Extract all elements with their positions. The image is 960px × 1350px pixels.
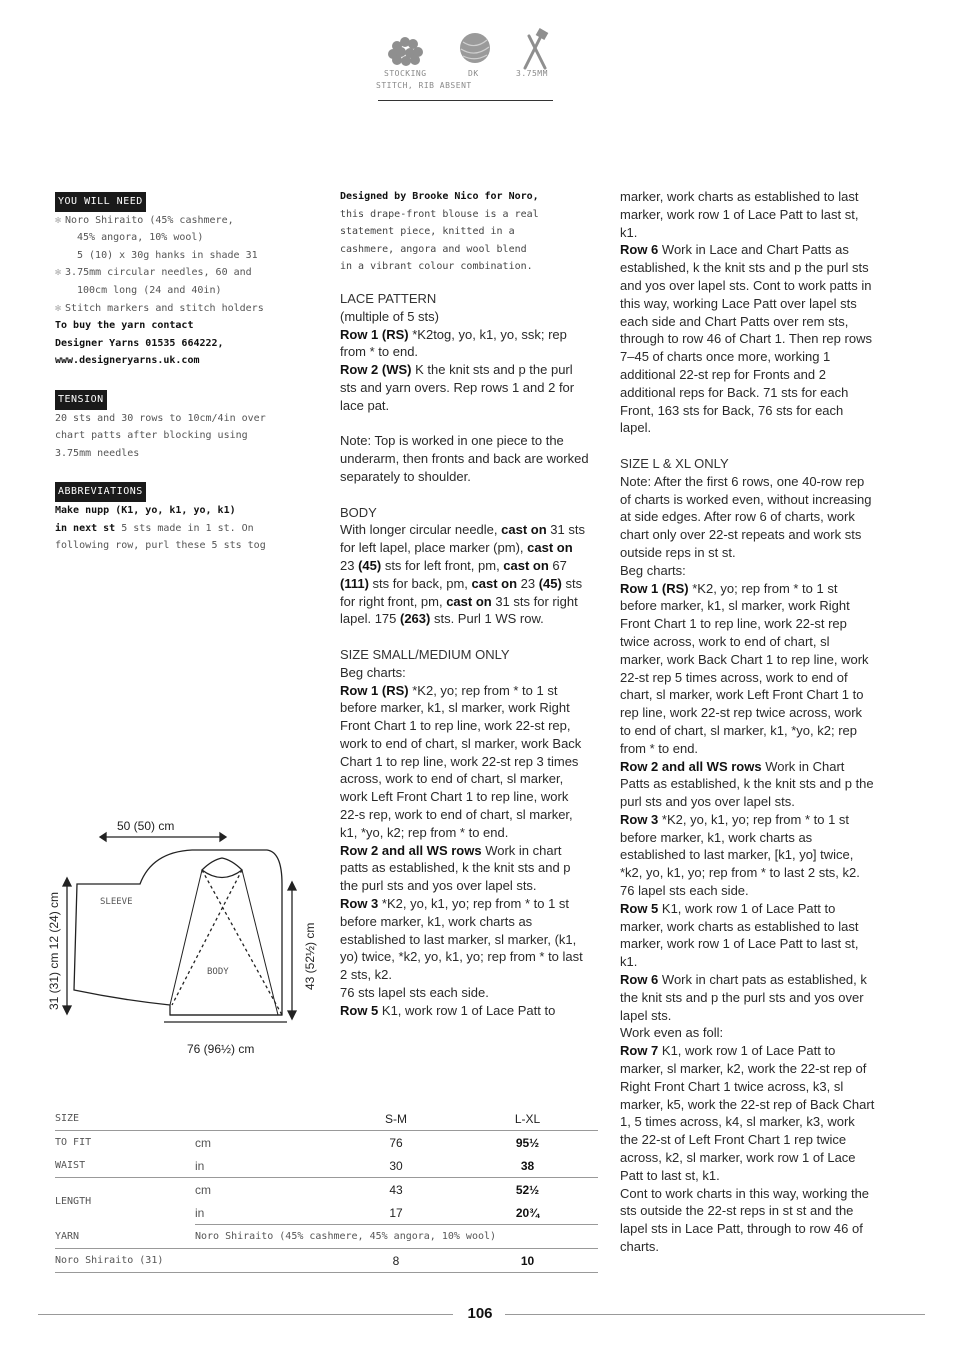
row-6: Row 6 Work in Lace and Chart Patts as established, k the knit sts and p the purl sts and yos over lapel sts. Cont to work patts in this way, working Lace Patt over lapel sts each side and Chart Patts over rem sts, through to row 46 of Chart 1. Then rep rows 7–45 of charts once more, working 1 additional 22-st rep for Fronts and 2 additional reps for Back. 71 sts for each Front, 163 sts for Back, 76 sts for each lapel. bbox=[620, 242, 872, 436]
tension-heading: TENSION bbox=[55, 390, 107, 410]
body-cast-on: With longer circular needle, cast on 31 sts for left lapel, place marker (pm), cast on 23 (45) sts for left front, pm, cast on 67 (111) sts for back, pm, cast on 23 (45) sts for right front, pm, cast on 31 sts for right lapel. 175 (263) sts. Purl 1 WS row. bbox=[340, 522, 585, 627]
width-top-label: 50 (50) cm bbox=[117, 819, 175, 833]
lxl-row-2: Row 2 and all WS rows Work in Chart Patts as established, k the knit sts and p the purl sts and yos over lapel sts. bbox=[620, 758, 874, 810]
star-icon: ✻ bbox=[55, 267, 62, 279]
you-will-need-heading: YOU WILL NEED bbox=[55, 192, 146, 212]
body-heading: BODY bbox=[340, 504, 377, 520]
height-left-label: 31 (31) cm 12 (24) cm bbox=[47, 891, 61, 1010]
garment-schematic bbox=[42, 810, 327, 1060]
header-label-stitch: STOCKING bbox=[384, 69, 427, 78]
size-sm-heading: SIZE SMALL/MEDIUM ONLY bbox=[340, 646, 510, 662]
header-label-weight: DK bbox=[468, 69, 479, 78]
width-bottom-label: 76 (96½) cm bbox=[187, 1042, 255, 1056]
lxl-row-5: Row 5 K1, work row 1 of Lace Patt to marker, work charts as established to last marker, work row 1 of Lace Patt to last st, k1. bbox=[620, 900, 859, 970]
sm-row-5: Row 5 K1, work row 1 of Lace Patt to bbox=[340, 1002, 556, 1018]
abbreviations-heading: ABBREVIATIONS bbox=[55, 482, 146, 502]
lace-row-2: Row 2 (WS) K the knit sts and p the purl sts and yarn overs. Rep rows 1 and 2 for lace pat. bbox=[340, 362, 575, 413]
page-number: 106 bbox=[467, 1305, 493, 1322]
header-divider bbox=[378, 100, 553, 101]
lxl-row-3: Row 3 *K2, yo, k1, yo; rep from * to 1 st before marker, k1, work charts as established to last marker, [k1, yo] twice, *k2, yo, k1, yo; rep from * to last 2 sts, k2. 76 lapel sts each side. bbox=[620, 811, 860, 899]
column-instructions-2 bbox=[620, 188, 875, 1256]
table-row: YARN Noro Shiraito (45% cashmere, 45% angora, 10% wool) bbox=[55, 1225, 598, 1249]
table-row: Noro Shiraito (31) 8 10 bbox=[55, 1249, 598, 1273]
abbr-line-1: Make nupp (K1, yo, k1, yo, k1) bbox=[55, 504, 236, 516]
sm-row-3-tail: 76 sts lapel sts each side. bbox=[340, 985, 489, 1001]
supplier-link: www.designeryarns.uk.com bbox=[55, 355, 200, 367]
work-even: Work even as foll: bbox=[620, 1025, 724, 1041]
size-lxl-heading: SIZE L & XL ONLY bbox=[620, 455, 729, 471]
intro-text: Designed by Brooke Nico for Noro, this drape-front blouse is a real statement piece, knitted in a cashmere, angora and wool blend in a vibrant colour combination. bbox=[340, 191, 539, 273]
yarn-icons bbox=[383, 28, 563, 72]
header-sublabel: STITCH, RIB ABSENT bbox=[376, 81, 472, 90]
lxl-row-6: Row 6 Work in chart pats as established, k the knit sts and p the purl sts and yos over lapel sts. bbox=[620, 972, 867, 1023]
abbr-line-3: following row, purl these 5 sts tog bbox=[55, 540, 266, 552]
yarn-line-3: 5 (10) x 30g hanks in shade 31 bbox=[77, 249, 258, 261]
lxl-note: Note: After the first 6 rows, one 40-row rep of charts is worked even, without increasing at side edges. After row 6 of charts, work chart only over 22-st repeats and work sts outside reps in st st. bbox=[620, 473, 872, 560]
column-materials bbox=[55, 188, 295, 555]
garment-outline bbox=[74, 850, 282, 1015]
needles-line: ✻ 3.75mm circular needles, 60 and bbox=[55, 267, 252, 279]
lxl-row-7: Row 7 K1, work row 1 of Lace Patt to marker, sl marker, k2, work the 22-st rep of Right Front Chart 1 twice across, k3, sl marker, k5, work the 22-st rep of Back Chart 1, 5 times across, k4, sl marker, k3, work the 22-st of Left Front Chart 1 rep twice across, k2, sl marker, work row 1 of Lace Patt to last st, k1. bbox=[620, 1043, 875, 1183]
lxl-beg-charts: Beg charts: bbox=[620, 562, 686, 578]
yarn-line-2: 45% angora, 10% wool) bbox=[77, 232, 204, 244]
lace-row-1: Row 1 (RS) *K2tog, yo, k1, yo, ssk; rep from * to end. bbox=[340, 326, 567, 360]
footer-rule-left bbox=[38, 1314, 453, 1315]
star-icon: ✻ bbox=[55, 214, 62, 226]
header-label-needle: 3.75MM bbox=[516, 69, 548, 78]
tension-line-1: 20 sts and 30 rows to 10cm/4in over bbox=[55, 412, 266, 424]
yarn-line: ✻ Noro Shiraito (45% cashmere, bbox=[55, 214, 234, 226]
continued-text: marker, work charts as established to last marker, work row 1 of Lace Patt to last st, k1. bbox=[620, 189, 859, 240]
tension-line-2: chart patts after blocking using bbox=[55, 430, 248, 442]
table-header-row: SIZE S-M L-XL bbox=[55, 1107, 598, 1131]
note-text: Note: Top is worked in one piece to the underarm, then fronts and back are worked separately to shoulder. bbox=[340, 433, 589, 484]
star-icon: ✻ bbox=[55, 302, 62, 314]
abbr-line-2: in next st 5 sts made in 1 st. On bbox=[55, 522, 254, 534]
sm-row-3: Row 3 *K2, yo, k1, yo; rep from * to 1 st before marker, k1, work charts as established to last marker, sl marker, (k1, yo) twice, *k2, yo, k1, yo; rep from * to last 2 sts, k2. bbox=[340, 896, 583, 983]
buy-line-2: Designer Yarns 01535 664222, bbox=[55, 337, 224, 349]
lace-pattern-heading: LACE PATTERN bbox=[340, 290, 437, 306]
table-row: LENGTH cm 43 52½ bbox=[55, 1182, 540, 1207]
column-instructions-1 bbox=[340, 188, 590, 1020]
table-row: in 17 20¾ bbox=[55, 1201, 598, 1225]
lxl-row-1: Row 1 (RS) *K2, yo; rep from * to 1 st before marker, k1, sl marker, work Right Front Chart 1 to rep line, work 22-st rep twice across, work to end of chart, sl marker, work Back Chart 1 to rep line, work 22-st rep 5 times across, work to end of chart, sl marker, work Left Front Chart 1 to rep line, work 22-st rep twice across, work to end of chart, sl marker, k1, *yo, k2; rep from * to end. bbox=[620, 580, 869, 756]
footer-rule-right bbox=[505, 1314, 925, 1315]
continue-text: Cont to work charts in this way, working the sts outside the 22-st reps in st st and the lapel sts in Lace Patt, through to row 46 of charts. bbox=[620, 1185, 870, 1255]
body-label: BODY bbox=[207, 967, 229, 977]
buy-line-1: To buy the yarn contact bbox=[55, 320, 194, 332]
sleeve-label: SLEEVE bbox=[100, 897, 133, 907]
sm-row-1: Row 1 (RS) *K2, yo; rep from * to 1 st before marker, k1, sl marker, work Right Front Chart 1 to rep line, work 22-st rep, work to end of chart, sl marker, work Back Chart 1 to rep line, work 22-st rep 3 times across, work to end of chart, sl marker, work Left Front Chart 1 to rep line, work 22-s rep, work to end of chart, sl marker, k1, *yo, k2; rep from * to end. bbox=[340, 682, 582, 840]
height-right-label: 43 (52½) cm bbox=[303, 922, 317, 990]
needles-line-2: 100cm long (24 and 40in) bbox=[77, 284, 222, 296]
lace-multiple: (multiple of 5 sts) bbox=[340, 308, 439, 324]
table-row: WAIST in 30 38 bbox=[55, 1154, 598, 1178]
sm-row-2: Row 2 and all WS rows Work in chart patts as established, k the knit sts and p the purl sts and yos over lapel sts. bbox=[340, 842, 571, 894]
tension-line-3: 3.75mm needles bbox=[55, 447, 140, 459]
size-table bbox=[55, 1107, 598, 1273]
table-row: TO FIT cm 76 95½ bbox=[55, 1135, 540, 1150]
beg-charts: Beg charts: bbox=[340, 664, 406, 680]
markers-line: ✻ Stitch markers and stitch holders bbox=[55, 302, 264, 314]
